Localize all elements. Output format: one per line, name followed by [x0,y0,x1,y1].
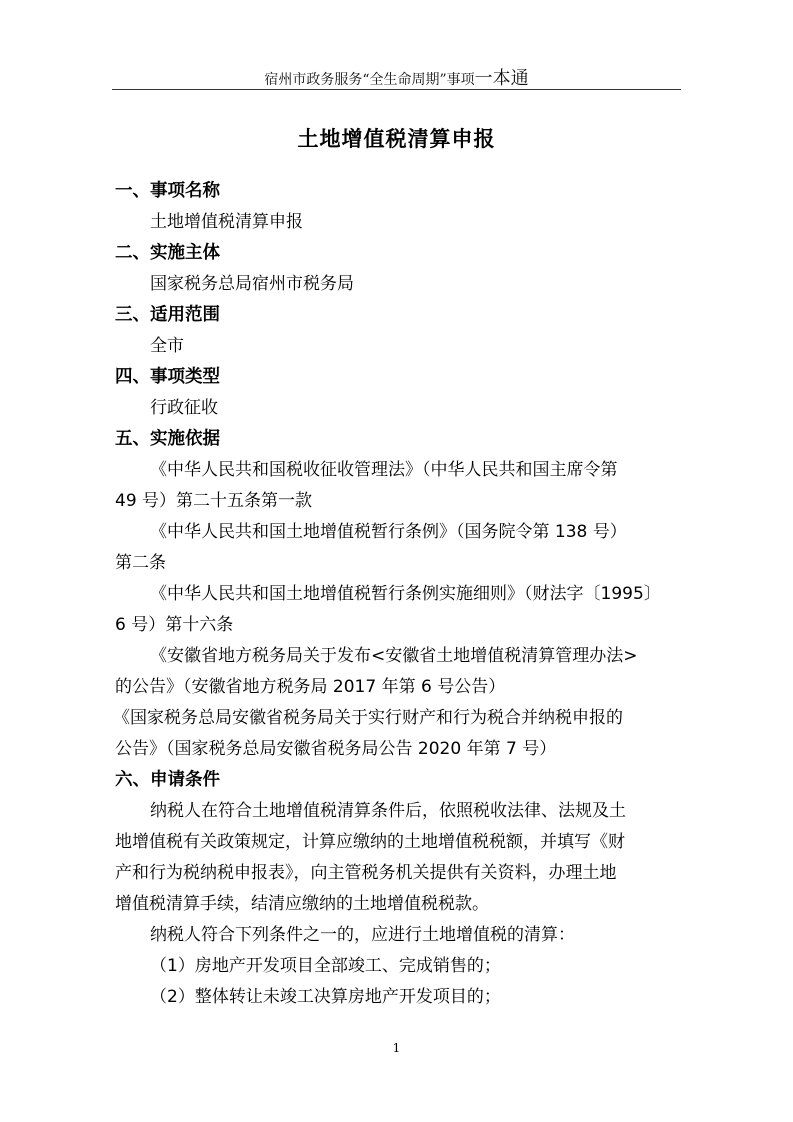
basis-line: 第二条 [115,553,166,573]
condition-list-item: （1）房地产开发项目全部竣工、完成销售的； [150,956,501,976]
condition-list-item: （2）整体转让未竣工决算房地产开发项目的； [150,987,501,1007]
basis-line: 6 号）第十六条 [115,615,234,635]
running-header [0,64,793,90]
scope-value: 全市 [150,336,184,356]
condition-paragraph-line: 产和行为税纳税申报表》，向主管税务机关提供有关资料，办理土地 [115,863,617,883]
section-heading-5: 五、实施依据 [115,429,220,449]
section-heading-1: 一、事项名称 [115,181,220,201]
header-prefix: 宿州市政务服务“全生命周期”事项 [264,72,475,88]
header-suffix: 一本通 [474,68,529,89]
implementing-body-value: 国家税务总局宿州市税务局 [150,274,354,294]
basis-line: 49 号）第二十五条第一款 [115,491,313,511]
basis-line: 《中华人民共和国土地增值税暂行条例》（国务院令第 138 号） [150,522,627,542]
section-heading-4: 四、事项类型 [115,367,220,387]
condition-paragraph-line: 增值税清算手续，结清应缴纳的土地增值税税款。 [115,894,489,914]
condition-intro-line: 纳税人符合下列条件之一的，应进行土地增值税的清算： [150,925,575,945]
condition-paragraph-line: 地增值税有关政策规定，计算应缴纳的土地增值税税额，并填写《财 [115,832,625,852]
basis-line: 《安徽省地方税务局关于发布<安徽省土地增值税清算管理办法> [150,646,638,666]
header-rule [112,89,681,90]
section-heading-6: 六、申请条件 [115,770,220,790]
basis-line: 《国家税务总局安徽省税务局关于实行财产和行为税合并纳税申报的 [113,708,623,728]
basis-line: 《中华人民共和国土地增值税暂行条例实施细则》（财法字〔1995〕 [150,584,661,604]
item-type-value: 行政征收 [150,398,218,418]
section-heading-3: 三、适用范围 [115,305,220,325]
basis-line: 公告》（国家税务总局安徽省税务局公告 2020 年第 7 号） [115,739,557,759]
page-number: 1 [392,1041,401,1055]
section-heading-2: 二、实施主体 [115,243,220,263]
document-title: 土地增值税清算申报 [297,127,496,151]
item-name-value: 土地增值税清算申报 [150,212,303,232]
condition-paragraph-line: 纳税人在符合土地增值税清算条件后，依照税收法律、法规及土 [150,801,626,821]
basis-line: 《中华人民共和国税收征收管理法》（中华人民共和国主席令第 [150,460,618,480]
basis-line: 的公告》（安徽省地方税务局 2017 年第 6 号公告） [115,677,506,697]
